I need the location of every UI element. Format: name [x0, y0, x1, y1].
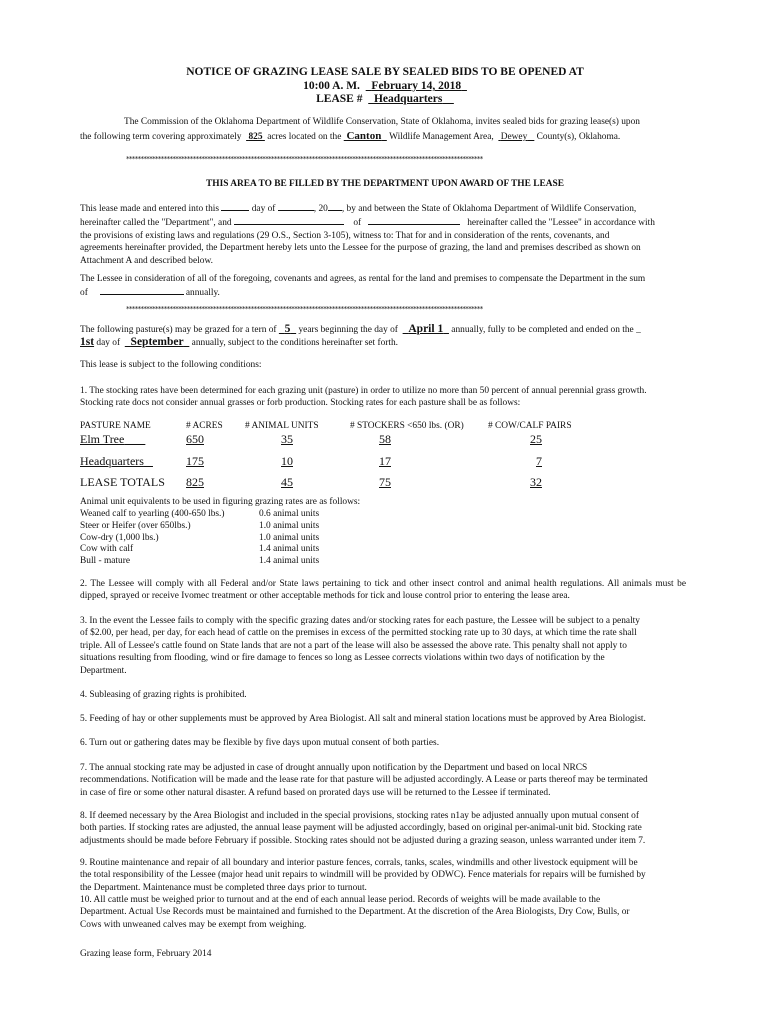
lease-made-line-1: This lease made and entered into this day of , 20 , by and between the State of Oklahoma Department of Wildlife Conservation,	[80, 201, 686, 215]
intro-line-1: The Commission of the Oklahoma Department of Wildlife Conservation, State of Oklahoma, invites sealed bids for grazing lease(s) upon	[124, 117, 640, 127]
row-headquarters-units: 10	[281, 454, 293, 468]
lease-name: Headquarters	[373, 93, 443, 105]
condition-10: 10. All cattle must be weighed prior to turnout and at the end of each annual lease period. Records of weights will be made available to the Department. Actual Use Records must be maintained and furnished to the Department. At the discretion of the Area Biologists, Dry Cow, Bulls, or Cows with unweaned calves may be exempt from weighing.	[80, 895, 630, 930]
row-elm-tree-name: Elm Tree	[80, 432, 125, 446]
header-acres: # ACRES	[186, 421, 223, 431]
notice-title: NOTICE OF GRAZING LEASE SALE BY SEALED BIDS TO BE OPENED AT	[186, 66, 584, 78]
intro-line-2: the following term covering approximately 825 acres located on the Canton Wildlife Management Area, Dewey County(s), Oklahoma.	[80, 130, 621, 142]
lease-made-line-5: Attachment A and described below.	[80, 255, 213, 266]
lease-label: LEASE #	[316, 93, 363, 105]
equivalent-row: Bull - mature 1.4 animal units	[80, 556, 320, 567]
header-animal-units: # ANIMAL UNITS	[245, 421, 319, 431]
row-lease-totals-pairs: 32	[530, 475, 542, 489]
consideration-line-1: The Lessee in consideration of all of the foregoing, covenants and agrees, as rental for the land and premises to compensate the Department in the sum	[80, 274, 646, 284]
row-lease-totals-stockers: 75	[379, 475, 391, 489]
term-start-date: April 1	[408, 323, 444, 335]
lease-number-line	[0, 93, 770, 105]
subject-line: This lease is subject to the following conditions:	[80, 360, 262, 370]
equivalent-row: Cow with calf 1.4 animal units	[80, 544, 320, 555]
term-end-day: 1st	[80, 336, 95, 348]
condition-4: 4. Subleasing of grazing rights is prohibited.	[80, 690, 247, 700]
lease-made-line-4: agreements hereinafter provided, the Department hereby lets unto the Lessee for the purpose of grazing, the land and premises described as shown on	[80, 243, 641, 254]
intro-area-name: Canton	[346, 130, 382, 142]
header-pasture-name: PASTURE NAME	[80, 421, 151, 431]
condition-7: 7. The annual stocking rate may be adjusted in case of drought annually upon notification by the Department und based on local NRCS recommendations. Notification will be made and the lease rate for that pasture will be adjusted accordingly. A Lease or parts thereof may be terminated in case of fire or some other natural disaster. A refund based on prorated days use will be returned to the Lessee if terminated.	[80, 763, 648, 798]
condition-9: 9. Routine maintenance and repair of all boundary and interior pasture fences, corrals, tanks, scales, windmills and other livestock equipment will be the total responsibility of the Lessee (major head unit repairs to windmill will be provided by ODWC). Fence materials for repairs will be furnished by the Department. Maintenance must be completed three days prior to turnout.	[80, 858, 646, 893]
header-stockers: # STOCKERS <650 lbs. (OR)	[350, 421, 464, 431]
condition-6: 6. Turn out or gathering dates may be flexible by five days upon mutual consent of both parties.	[80, 738, 440, 748]
row-elm-tree-pairs: 25	[530, 432, 542, 446]
equivalent-row: Steer or Heifer (over 650lbs.) 1.0 animal units	[80, 520, 320, 531]
lease-made-paragraph	[80, 201, 686, 267]
row-headquarters-pairs: 7	[536, 454, 542, 468]
lease-made-line-3: the provisions of existing laws and regulations (29 O.S., Section 3-105), witness to: That for and in consideration of the rents, covenants, and	[80, 230, 610, 241]
row-headquarters-name: Headquarters	[80, 454, 144, 468]
consideration-line-2: of annually.	[80, 285, 686, 299]
intro-county: Dewey	[500, 132, 528, 142]
term-end-month: September	[130, 336, 184, 348]
row-headquarters-stockers: 17	[379, 454, 391, 468]
department-heading: THIS AREA TO BE FILLED BY THE DEPARTMENT UPON AWARD OF THE LEASE	[206, 179, 564, 189]
equivalent-row: Cow-dry (1,000 lbs.) 1.0 animal units	[80, 532, 320, 543]
row-headquarters-acres: 175	[186, 454, 204, 468]
condition-3: 3. In the event the Lessee fails to comply with the specific grazing dates and/or stocking rates for each pasture, the Lessee will be subject to a penalty of $2.00, per head, per day, for each head of cattle on the premises in excess of the permitted stocking rate up to 30 days, at which time the rate shall triple. All of Lessee's cattle found on State lands that are not a part of the lease will also be assessed the above rate. This penalty shall not apply to situations resulting from flooding, wind or fire damage to fences so long as Lessee corrects violations within two days of notification by the Department.	[80, 616, 640, 676]
equivalent-row: Weaned calf to yearling (400-650 lbs.) 0.6 animal units	[80, 509, 320, 519]
lease-made-line-2: hereinafter called the "Department", and of hereinafter called the "Lessee" in accordance with	[80, 215, 686, 229]
row-elm-tree-stockers: 58	[379, 432, 391, 446]
term-line-1: The following pasture(s) may be grazed for a tern of 5 years beginning the day of April 1 annually, fully to be completed and ended on the _	[80, 323, 641, 335]
consideration-paragraph	[80, 273, 686, 300]
row-elm-tree-acres: 650	[186, 432, 204, 446]
condition-5: 5. Feeding of hay or other supplements must be approved by Area Biologist. All salt and mineral station locations must be approved by Area Biologist.	[80, 714, 646, 724]
row-lease-totals-units: 45	[281, 475, 293, 489]
row-lease-totals-name: LEASE TOTALS	[80, 475, 165, 489]
star-divider-1: ***************************************************************************************************************************	[126, 155, 483, 163]
opening-time	[0, 80, 770, 92]
equivalents-table	[80, 509, 319, 568]
header-cow-calf-pairs: # COW/CALF PAIRS	[488, 421, 572, 431]
condition-8: 8. If deemed necessary by the Area Biologist and included in the special provisions, stocking rates n1ay be adjusted annually upon mutual consent of both parties. If stocking rates are adjusted, the annual lease payment will be adjusted accordingly, based on original per-animal-unit bid. Stocking rate adjustments should be made before February if possible. Stocking rates should not be adjusted during a grazing season, unless warranted under item 7.	[80, 811, 646, 846]
condition-1: 1. The stocking rates have been determined for each grazing unit (pasture) in order to utilize no more than 50 percent of annual perennial grass growth. Stocking rate docs not consider annual grasses or forb production. Stocking rates for each pasture shall be as follows:	[80, 386, 647, 409]
term-years: 5	[284, 323, 291, 335]
bid-opening-date: February 14, 2018	[371, 80, 462, 92]
intro-acres: 825	[248, 132, 263, 142]
form-footer: Grazing lease form, February 2014	[80, 949, 212, 959]
row-elm-tree-units: 35	[281, 432, 293, 446]
term-line-2: 1st day of September annually, subject to the conditions hereinafter set forth.	[80, 336, 399, 348]
star-divider-2: ***************************************************************************************************************************	[126, 305, 483, 313]
time-text: 10:00 A. M.	[303, 80, 360, 92]
condition-2: 2. The Lessee will comply with all Federal and/or State laws pertaining to tick and other insect control and animal health regulations. All animals must be dipped, sprayed or receive Ivomec treatment or other acceptable methods for tick and louse control prior to entering the lease area.	[80, 579, 686, 602]
equivalents-heading: Animal unit equivalents to be used in figuring grazing rates are as follows:	[80, 497, 361, 507]
row-lease-totals-acres: 825	[186, 475, 204, 489]
